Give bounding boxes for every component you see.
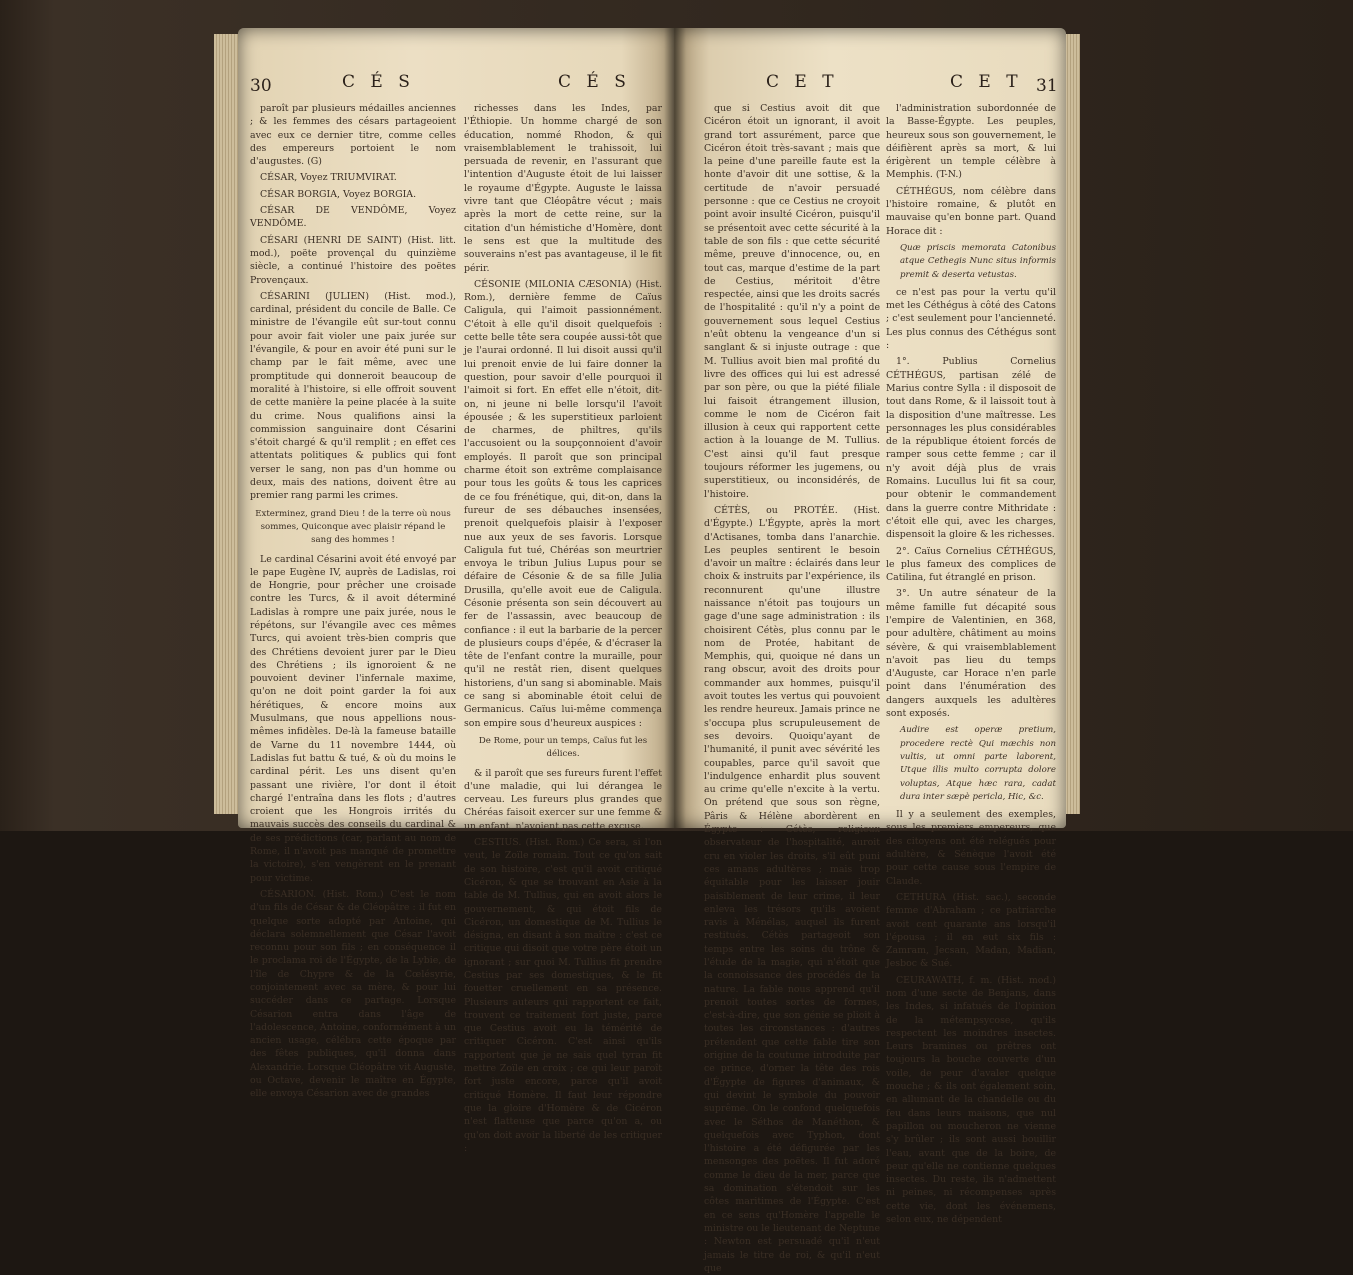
running-head-right-1: C E T [766, 72, 839, 92]
running-head-left-1: C É S [342, 72, 415, 92]
paragraph: l'administration subordonnée de la Basse-Égypte. Les peuples, heureux sous son gouvernement, le déifièrent après sa mort, & lui érigèrent un temple célèbre à Memphis. (T-N.) [886, 103, 1056, 181]
verse-quote: Exterminez, grand Dieu ! de la terre où nous sommes, Quiconque avec plaisir répand le sang des hommes ! [255, 508, 451, 546]
right-column-1 [704, 102, 880, 1274]
left-page-edges [214, 34, 240, 814]
paragraph: 1°. Publius Cornelius CÉTHÉGUS, partisan zélé de Marius contre Sylla : il disposoit de tout dans Rome, & il laissoit tout à la disposition d'une maîtresse. Les personnages les plus considérables de la république étoient forcés de ramper sous cette femme ; car il n'y avoit déjà plus de vrais Romains. Lucullus lui fit sa cour, pour obtenir le commandement dans la guerre contre Mithridate : c'étoit elle qui, avec les charges, dispensoit la gloire & les richesses. [886, 356, 1056, 541]
latin-quote: Quæ priscis memorata Catonibus atque Cethegis Nunc situs informis premit & deserta vetustas. [900, 242, 1056, 280]
paragraph: CETHURA (Hist. sac.), seconde femme d'Abraham ; ce patriarche avoit cent quarante ans lorsqu'il l'épousa ; il en eut six fils : Zamram, Jecsan, Madan, Madian, Jesboc & Sué. [886, 891, 1056, 970]
right-page [674, 28, 1066, 1274]
verse-quote: De Rome, pour un temps, Caïus fut les délices. [478, 735, 648, 760]
paragraph: CÉSAR BORGIA, Voyez BORGIA. [260, 188, 417, 200]
running-head-left-2: C É S [558, 72, 631, 92]
paragraph: CÉSONIE (MILONIA CÆSONIA) (Hist. Rom.), dernière femme de Caïus Caligula, qui l'aimoit passionnément. C'étoit à elle qu'il disoit quelquefois : cette belle tête sera coupée aussi-tôt que je l'aurai ordonné. Il lui disoit aussi qu'il lui prenoit envie de lui faire donner la question, pour savoir d'elle pourquoi il l'aimoit si fort. En effet elle n'étoit, dit-on, ni jeune ni belle lorsqu'il l'avoit épousée ; & les superstitieux parloient de charmes, de philtres, qu'ils l'accusoient ou la soupçonnoient d'avoir employés. Il paroît que son principal charme étoit son extrême complaisance pour tous les goûts & tous les caprices de ce fou frénétique, qui, dit-on, dans la fureur de ses débauches insensées, prenoit quelquefois plaisir à l'exposer nue aux yeux de ses favoris. Lorsque Caligula fut tué, Chéréas son meurtrier envoya le tribun Julius Lupus pour se défaire de Césonie & de sa fille Julia Drusilla, qu'elle avoit eue de Caligula. Césonie présenta son sein découvert au fer de l'assassin, avec beaucoup de confiance : il eut la barbarie de la percer de plusieurs coups d'épée, & d'écraser la tête de l'enfant contre la muraille, pour qu'il ne restât rien, disent quelques historiens, d'un sang si abominable. Mais ce sang si abominable étoit celui de Germanicus. Caïus lui-même commença son empire sous d'heureux auspices : [464, 278, 662, 729]
paragraph: paroît par plusieurs médailles anciennes ; & les femmes des césars partageoient avec eux ce dernier titre, comme celles des empereurs portoient le nom d'augustes. (G) [250, 103, 456, 168]
book-gutter [664, 28, 686, 828]
right-column-2 [886, 102, 1056, 1226]
left-page [238, 28, 674, 1154]
left-column-1 [250, 102, 456, 1100]
paragraph: 3°. Un autre sénateur de la même famille fut décapité sous l'empire de Valentinien, en 368, pour adultère, châtiment au moins sévère, & qui vraisemblablement n'avoit pas lieu du temps d'Auguste, car Horace n'en parle point dans l'énumération des dangers auxquels les adultères sont exposés. [886, 588, 1056, 720]
paragraph: 2°. Caïus Cornelius CÉTHÉGUS, le plus fameux des complices de Catilina, fut étranglé en prison. [886, 545, 1056, 584]
paragraph: CÉSAR, Voyez TRIUMVIRAT. [260, 172, 397, 184]
paragraph: CESTIUS. (Hist. Rom.) Ce sera, si l'on veut, le Zoïle romain. Tout ce qu'on sait de son histoire, c'est qu'il avoit critiqué Cicéron, & que se trouvant en Asie à la table de M. Tullius, qui en avoit alors le gouvernement, & qui étoit fils de Cicéron, un domestique de M. Tullius le désigna, en disant à son maître : c'est ce critique qui disoit que votre père étoit un ignorant ; sur quoi M. Tullius fit prendre Cestius par ses domestiques, & le fit fouetter cruellement en sa présence. Plusieurs auteurs qui rapportent ce fait, trouvent ce traitement fort juste, parce que Cestius avoit eu la témérité de critiquer Cicéron. C'est ainsi qu'ils rapportent que je ne sais quel tyran fit mettre Zoïle en croix ; ce qui leur paroît fort juste encore, parce qu'il avoit critiqué Homère. Il faut leur répondre que la gloire d'Homère & de Cicéron n'est flatteuse que parce qu'on a, ou qu'on doit avoir la liberté de les critiquer : [464, 837, 662, 1154]
paragraph: CÉTÈS, ou PROTÉE. (Hist. d'Égypte.) L'Égypte, après la mort d'Actisanes, tomba dans l'anarchie. Les peuples sentirent le besoin d'avoir un maître : éclairés dans leur choix & instruits par l'expérience, ils reconnurent qu'une illustre naissance n'étoit pas toujours un gage d'une sage administration : ils choisirent Cétès, plus connu par le nom de Protée, habitant de Memphis, qui, quoique né dans un rang obscur, avoit des droits pour commander aux hommes, puisqu'il avoit toutes les vertus qui pouvoient les rendre heureux. Jamais prince ne s'occupa plus scrupuleusement de ses devoirs. Quoiqu'ayant de l'humanité, il punit avec sévérité les coupables, parce qu'il savoit que l'indulgence enhardit plus souvent au crime qu'elle n'excite à la vertu. On prétend que sous son règne, Pâris & Hélène abordèrent en Égypte : Cétès, religieux observateur de l'hospitalité, auroit cru en violer les droits, s'il eût puni ces amans adultères ; mais trop équitable pour les laisser jouir paisiblement de leur crime, il leur enleva les trésors qu'ils avoient ravis à Ménélas, auquel ils furent restitués. Cétès partageoit son temps entre les soins du trône & l'étude de la magie, qui n'étoit que la connoissance des procédés de la nature. La fable nous apprend qu'il prenoit toutes sortes de formes, c'est-à-dire, que son génie se plioit à toutes les circonstances : d'autres prétendent que cette fable tire son origine de la coutume introduite par ce prince, d'orner la tête des rois d'Égypte de figures d'animaux, & qui devint le symbole du pouvoir suprême. On le confond quelquefois avec le Séthos de Manéthon, & quelquefois avec Typhon, dont l'histoire a été défigurée par les mensonges des poëtes. Il fut adoré comme le dieu de la mer, parce que sa domination s'étendoit sur les côtes maritimes de l'Égypte. C'est en ce sens qu'Homère l'appelle le ministre ou le lieutenant de Neptune : Newton est persuadé qu'il n'eut jamais le titre de roi, & qu'il n'eut que [704, 504, 880, 1274]
paragraph: richesses dans les Indes, par l'Éthiopie. Un homme chargé de son éducation, nommé Rhodon, & qui vraisemblablement le trahissoit, lui persuada de revenir, en l'assurant que l'intention d'Auguste étoit de lui laisser le royaume d'Égypte. Auguste le laissa vivre tant que Cléopâtre vécut ; mais après la mort de cette reine, sur la citation d'un hémistiche d'Homère, dont le sens est que la multitude des souverains n'est pas avantageuse, il le fit périr. [464, 103, 662, 274]
paragraph: ce n'est pas pour la vertu qu'il met les Céthégus à côté des Catons ; c'est seulement pour l'ancienneté. Les plus connus des Céthégus sont : [886, 286, 1056, 352]
paragraph: que si Cestius avoit dit que Cicéron étoit un ignorant, il avoit grand tort assurément, parce que Cicéron étoit très-savant ; mais que la peine d'une pareille faute est la honte d'avoir dit une sottise, & la certitude de n'avoir persuadé personne : que ce Cestius ne croyoit point avoir insulté Cicéron, puisqu'il se présentoit avec cette sécurité à la table de son fils : que cette sécurité même, preuve d'innocence, ou, en tout cas, marque d'estime de la part de Cestius, méritoit d'être respectée, ainsi que les droits sacrés de l'hospitalité : qu'il n'y a point de gouvernement sous lequel Cestius n'eût obtenu la vengeance d'un si sanglant & si injuste outrage : que M. Tullius avoit bien mal profité du livre des offices qui lui est adressé par son père, ou que la piété filiale lui faisoit étrangement illusion, comme le nom de Cicéron fait illusion à ceux qui rapportent cette action à la louange de M. Tullius. C'est ainsi qu'il faut presque toujours réformer les jugemens, ou superstitieux, ou inconsidérés, de l'histoire. [704, 103, 880, 500]
paragraph: CÉSARINI (JULIEN) (Hist. mod.), cardinal, président du concile de Balle. Ce ministre de l'évangile eût sur-tout connu pour avoir fait violer une paix jurée sur l'évangile, & pour en avoir été puni sur le champ par le fait même, avec une promptitude qui donneroit beaucoup de moralité à l'histoire, si elle offroit souvent de cette manière la peine placée à la suite du crime. Nous qualifions ainsi la commission sanguinaire dont Césarini s'étoit chargé & qu'il remplit ; en effet ces attentats politiques & publics qui font verser le sang, non pas d'un homme ou deux, mais des nations, doivent être au premier rang parmi les crimes. [250, 290, 456, 502]
paragraph: & il paroît que ses fureurs furent l'effet d'une maladie, qui lui dérangea le cerveau. Les fureurs plus grandes que Chéréas faisoit exercer sur une femme & un enfant, n'avoient pas cette excuse. [464, 767, 662, 832]
page-number-left: 30 [250, 76, 272, 96]
left-column-2 [464, 102, 662, 1154]
paragraph: CÉSARI (HENRI DE SAINT) (Hist. litt. mod.), poëte provençal du quinzième siècle, a continué l'histoire des poëtes Provençaux. [250, 234, 456, 286]
paragraph: CÉSARION. (Hist. Rom.) C'est le nom d'un fils de César & de Cléopâtre : il fut en quelque sorte adopté par Antoine, qui déclara solemnellement que César l'avoit reconnu pour son fils ; en conséquence il le proclama roi de l'Égypte, de la Lybie, de l'île de Chypre & de la Cœlésyrie, conjointement avec sa mère, & pour lui succéder dans ce partage. Lorsque Césarion entra dans l'âge de l'adolescence, Antoine, conformément à un ancien usage, célébra cette époque par des fêtes publiques, qu'il donna dans Alexandrie. Lorsque Cléopâtre vit Auguste, ou Octave, devenir le maître en Égypte, elle envoya Césarion avec de grandes [250, 888, 456, 1100]
paragraph: CÉSAR DE VENDÔME, Voyez VENDÔME. [250, 205, 456, 230]
running-head-right-2: C E T [950, 72, 1023, 92]
page-number-right: 31 [1036, 76, 1058, 96]
paragraph: CÉTHÉGUS, nom célèbre dans l'histoire romaine, & plutôt en mauvaise qu'en bonne part. Quand Horace dit : [886, 185, 1056, 237]
paragraph: Le cardinal Césarini avoit été envoyé par le pape Eugène IV, auprès de Ladislas, roi de Hongrie, pour prêcher une croisade contre les Turcs, & il avoit déterminé Ladislas à rompre une paix jurée, nous le répétons, sur l'évangile avec ces mêmes Turcs, qui avoient très-bien compris que des Chrétiens devoient jurer par le Dieu des Chrétiens ; ils ignoroient & ne pouvoient deviner l'infernale maxime, qu'on ne doit point garder la foi aux hérétiques, & encore moins aux Musulmans, que nous appellions nous-mêmes infidèles. De-là la fameuse bataille de Varne du 11 novembre 1444, où Ladislas fut battu & tué, & où du moins le cardinal périt. Les uns disent qu'en passant une rivière, l'or dont il étoit chargé l'entraîna dans les flots ; d'autres croient que les Hongrois irrités du mauvais succès des conseils du cardinal & de ses prédictions (car, parlant au nom de Rome, il n'avoit pas manqué de promettre la victoire), s'en vengèrent en le prenant pour victime. [250, 553, 456, 884]
latin-quote: Audire est operæ pretium, procedere rectè Qui mæchis non vultis, ut omni parte laborent, Utque illis multo corrupta dolore voluptas, Atque hæc rara, cadat dura inter sæpè pericla, Hic, &c. [900, 725, 1056, 802]
paragraph: Il y a seulement des exemples, sous les premiers empereurs, que des citoyens ont été relégués pour adultère, & Sénèque l'avoit été pour cette cause sous l'empire de Claude. [886, 809, 1056, 887]
paragraph: CEURAWATH, f. m. (Hist. mod.) nom d'une secte de Benjans, dans les Indes, si infatués de l'opinion de la métempsycose, qu'ils respectent les moindres insectes. Leurs bramines ou prêtres ont toujours la bouche couverte d'un voile, de peur d'avaler quelque mouche ; & ils ont également soin, en allumant de la chandelle ou du feu dans leurs maisons, que nul papillon ou moucheron ne vienne s'y brûler ; ils sont aussi bouillir l'eau, avant que de la boire, de peur qu'elle ne contienne quelques insectes. Du reste, ils n'admettent ni peines, ni récompenses après cette vie, dont les événemens, selon eux, ne dépendent [886, 974, 1056, 1226]
